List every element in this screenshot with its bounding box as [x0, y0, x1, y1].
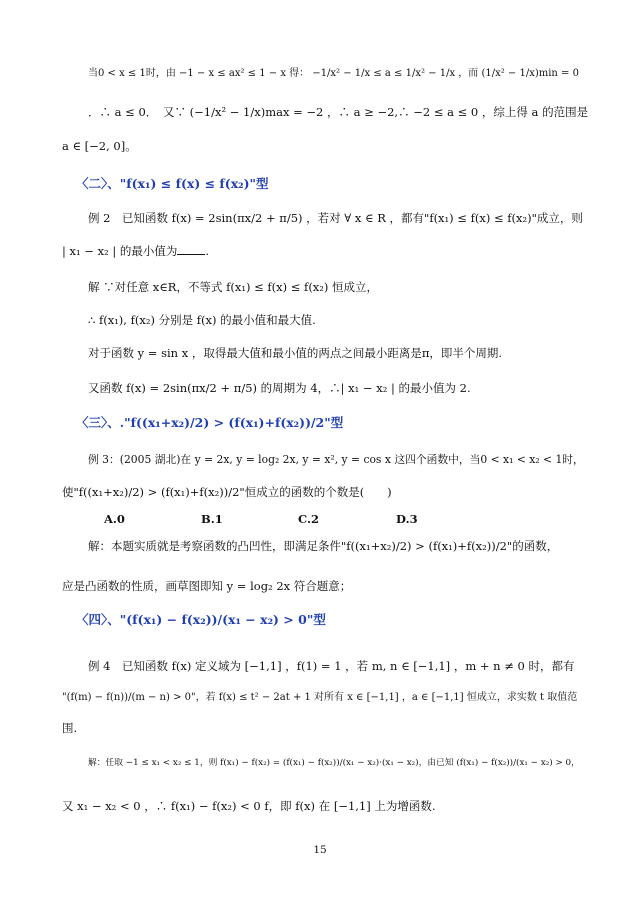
- solution-3-line: 应是凸函数的性质，画草图即知 y = log₂ 2x 符合题意；: [62, 579, 352, 593]
- text-line: 当0 < x ≤ 1时，由 −1 − x ≤ ax² ≤ 1 − x 得： −1/x² − 1/x ≤ a ≤ 1/x² − 1/x ，而 (1/x² − 1/x)min = 0: [88, 68, 579, 79]
- option-b: B.1: [201, 512, 223, 526]
- example-2-question-text: | x₁ − x₂ | 的最小值为: [62, 244, 178, 258]
- text-line: ．∴ a ≤ 0． 又∵ (−1/x² − 1/x)max = −2 ，∴ a ≥ −2,∴ −2 ≤ a ≤ 0 ，综上得 a 的范围是: [88, 105, 589, 119]
- solution-2-line: 解 ∵对任意 x∈R，不等式 f(x₁) ≤ f(x) ≤ f(x₂) 恒成立，: [88, 280, 379, 294]
- example-2-text: 例 2 已知函数 f(x) = 2sin(πx/2 + π/5) ，若对 ∀ x ∈ R ，都有"f(x₁) ≤ f(x) ≤ f(x₂)"成立，则: [88, 211, 583, 225]
- option-d: D.3: [396, 512, 418, 526]
- example-4-text: 围.: [62, 721, 78, 735]
- solution-2-line: ∴ f(x₁), f(x₂) 分别是 f(x) 的最小值和最大值.: [88, 313, 316, 327]
- example-4-text: "(f(m) − f(n))/(m − n) > 0"，若 f(x) ≤ t² − 2at + 1 对所有 x ∈ [−1,1] ，a ∈ [−1,1] 恒成立，求实数 t 取值范: [62, 692, 578, 703]
- page-number: 15: [313, 844, 327, 856]
- solution-4-line: 又 x₁ − x₂ < 0 ，∴ f(x₁) − f(x₂) < 0 f，即 f(x) 在 [−1,1] 上为增函数.: [62, 799, 436, 813]
- section-heading-2: 〈二〉、"f(x₁) ≤ f(x) ≤ f(x₂)"型: [76, 176, 269, 191]
- example-4-text: 例 4 已知函数 f(x) 定义域为 [−1,1] ，f(1) = 1 ，若 m, n ∈ [−1,1] ，m + n ≠ 0 时，都有: [88, 659, 575, 673]
- solution-4-line: 解：任取 −1 ≤ x₁ < x₂ ≤ 1，则 f(x₁) − f(x₂) = (f(x₁) − f(x₂))/(x₁ − x₂)·(x₁ − x₂)，由已知 (f(x₁) − f(x₂))/(x₁ − x₂) > 0，: [88, 758, 580, 768]
- section-heading-3: 〈三〉、."f((x₁+x₂)/2) > (f(x₁)+f(x₂))/2"型: [76, 415, 344, 430]
- option-c: C.2: [298, 512, 319, 526]
- answer-blank: [177, 244, 205, 255]
- section-heading-4: 〈四〉、"(f(x₁) − f(x₂))/(x₁ − x₂) > 0"型: [76, 612, 326, 627]
- solution-3-line: 解：本题实质就是考察函数的凸凹性，即满足条件"f((x₁+x₂)/2) > (f(x₁)+f(x₂))/2"的函数，: [88, 539, 559, 553]
- option-a: A.0: [104, 512, 125, 526]
- example-2-question: | x₁ − x₂ | 的最小值为 .: [62, 244, 210, 258]
- example-3-text: 例 3：(2005 湖北)在 y = 2x, y = log₂ 2x, y = x², y = cos x 这四个函数中，当0 < x₁ < x₂ < 1时，: [88, 453, 584, 466]
- text-line: a ∈ [−2, 0]。: [62, 139, 137, 153]
- example-3-text: 使"f((x₁+x₂)/2) > (f(x₁)+f(x₂))/2"恒成立的函数的个数是( ): [62, 485, 392, 499]
- solution-2-line: 对于函数 y = sin x ，取得最大值和最小值的两点之间最小距离是π，即半个周期.: [88, 346, 503, 360]
- solution-2-line: 又函数 f(x) = 2sin(πx/2 + π/5) 的周期为 4，∴| x₁ − x₂ | 的最小值为 2.: [88, 381, 471, 395]
